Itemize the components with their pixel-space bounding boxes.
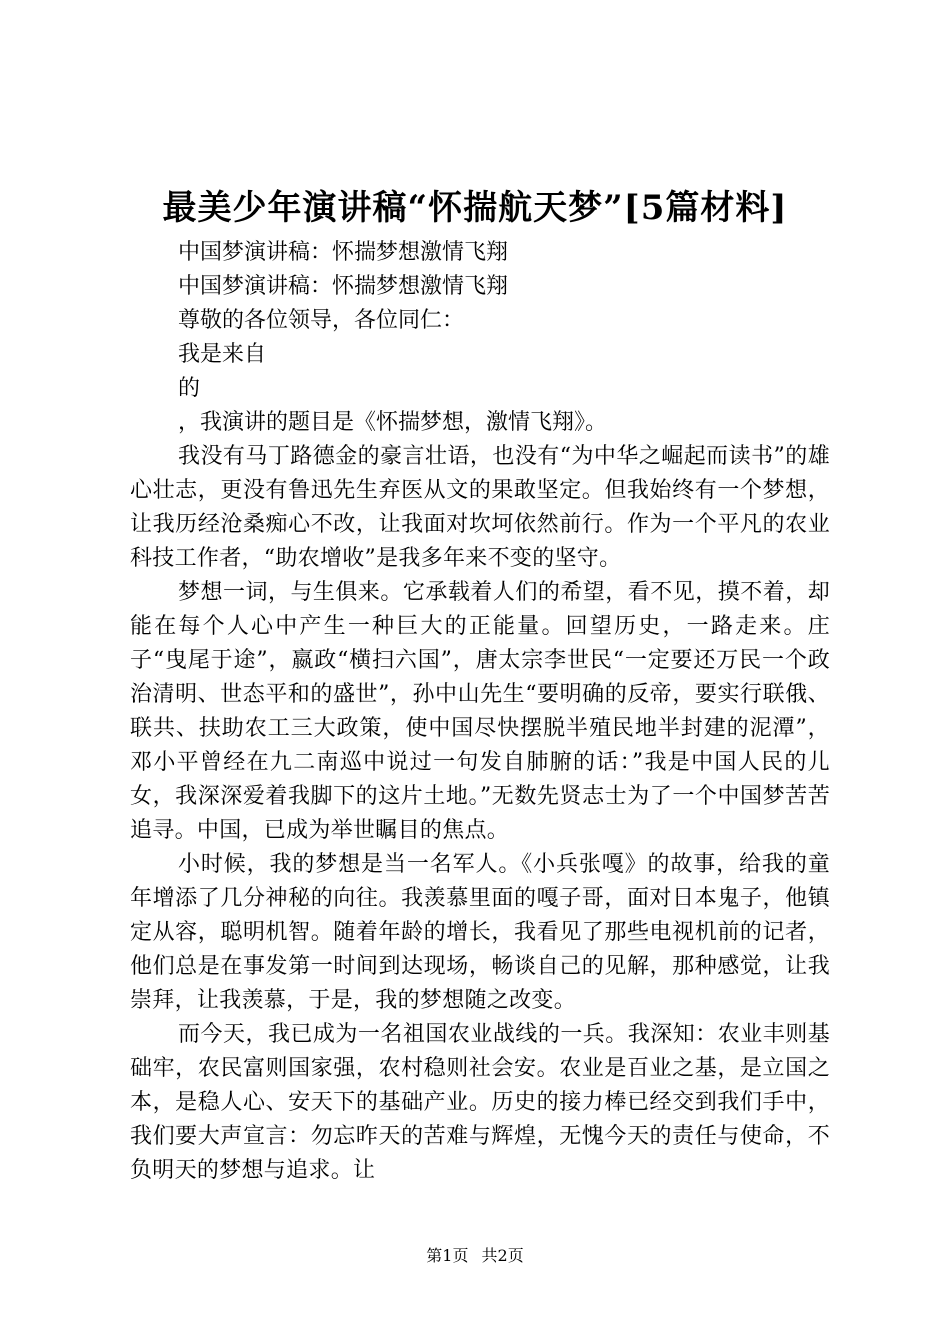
subtitle-line-2: 中国梦演讲稿：怀揣梦想激情飞翔 [178, 274, 509, 299]
document-body [130, 236, 830, 1188]
subtitle-line-1: 中国梦演讲稿：怀揣梦想激情飞翔 [178, 240, 509, 265]
paragraph-childhood: 小时候，我的梦想是当一名军人。《小兵张嘎》的故事，给我的童年增添了几分神秘的向往。我羡慕里面的嘎子哥，面对日本鬼子，他镇定从容，聪明机智。随着年龄的增长，我看见了那些电视机前的记者，他们总是在事发第一时间到达现场，畅谈自己的见解，那种感觉，让我崇拜，让我羡慕，于是，我的梦想随之改变。 [130, 852, 830, 1013]
page-footer [0, 1244, 950, 1268]
paragraph-today: 而今天，我已成为一名祖国农业战线的一兵。我深知：农业丰则基础牢，农民富则国家强，农村稳则社会安。农业是百业之基，是立国之本，是稳人心、安天下的基础产业。历史的接力棒已经交到我们手中，我们要大声宣言：勿忘昨天的苦难与辉煌，无愧今天的责任与使命，不负明天的梦想与追求。让 [130, 1022, 830, 1183]
document-title: 最美少年演讲稿“怀揣航天梦”[5篇材料] [162, 188, 788, 228]
salutation-line: 尊敬的各位领导，各位同仁： [178, 308, 465, 333]
intro-line-from: 我是来自 [178, 342, 267, 367]
page-number-total: 共2页 [481, 1246, 524, 1265]
intro-line-of: 的 [178, 376, 201, 401]
intro-line-topic: ，我演讲的题目是《怀揣梦想，激情飞翔》。 [178, 410, 608, 435]
paragraph-dream-intro: 我没有马丁路德金的豪言壮语，也没有“为中华之崛起而读书”的雄心壮志，更没有鲁迅先生弃医从文的果敢坚定。但我始终有一个梦想，让我历经沧桑痴心不改，让我面对坎坷依然前行。作为一个平凡的农业科技工作者，“助农增收”是我多年来不变的坚守。 [130, 444, 830, 571]
page-number-current: 第1页 [426, 1246, 469, 1265]
paragraph-dream-history: 梦想一词，与生俱来。它承载着人们的希望，看不见，摸不着，却能在每个人心中产生一种巨大的正能量。回望历史，一路走来。庄子“曳尾于途”，嬴政“横扫六国”，唐太宗李世民“一定要还万民一个政治清明、世态平和的盛世”，孙中山先生“要明确的反帝，要实行联俄、联共、扶助农工三大政策，使中国尽快摆脱半殖民地半封建的泥潭”，邓小平曾经在九二南巡中说过一句发自肺腑的话：”我是中国人民的儿女，我深深爱着我脚下的这片土地。”无数先贤志士为了一个中国梦苦苦追寻。中国，已成为举世瞩目的焦点。 [130, 580, 830, 843]
